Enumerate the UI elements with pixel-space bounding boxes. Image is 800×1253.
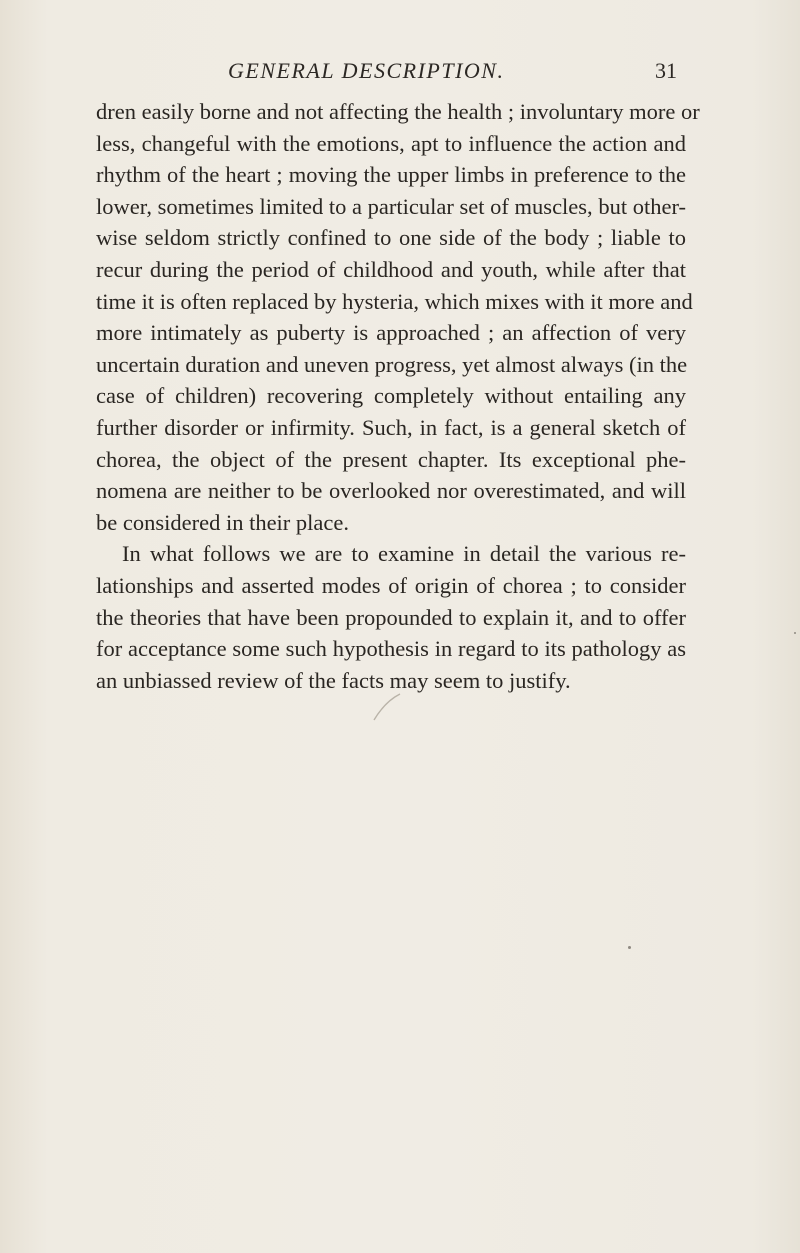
text-line: nomena are neither to be overlooked nor overestimated, and will: [96, 478, 686, 504]
text-line: more intimately as puberty is approached ; an affection of very: [96, 320, 686, 346]
paragraph-2: [96, 538, 686, 696]
text-line: further disorder or infirmity. Such, in fact, is a general sketch of: [96, 414, 686, 440]
text-line: lower, sometimes limited to a particular set of muscles, but other-: [96, 193, 686, 219]
text-line: the theories that have been propounded to explain it, and to offer: [96, 604, 686, 630]
running-title: GENERAL DESCRIPTION.: [228, 58, 505, 83]
text-line: dren easily borne and not affecting the health ; involuntary more or: [96, 99, 700, 124]
text-line: for acceptance some such hypothesis in regard to its pathology as: [96, 636, 686, 662]
text-line: be considered in their place.: [96, 509, 350, 535]
text-line: an unbiassed review of the facts may seem to justify.: [96, 667, 571, 693]
text-line: recur during the period of childhood and youth, while after that: [96, 256, 686, 282]
text-line: wise seldom strictly confined to one side of the body ; liable to: [96, 225, 686, 251]
body-text: [96, 96, 700, 696]
text-line: In what follows we are to examine in detail the various re-: [122, 541, 686, 567]
text-line: chorea, the object of the present chapter. Its exceptional phe-: [96, 446, 686, 472]
paper-speck: [794, 632, 796, 634]
page-number: 31: [655, 58, 677, 83]
pencil-mark: [370, 690, 404, 724]
paragraph-1: [96, 96, 700, 538]
text-line: uncertain duration and uneven progress, yet almost always (in the: [96, 351, 688, 377]
running-head: [0, 58, 800, 88]
text-line: less, changeful with the emotions, apt to influence the action and: [96, 130, 686, 156]
text-line: lationships and asserted modes of origin of chorea ; to consider: [96, 572, 686, 598]
paper-speck: [628, 946, 631, 949]
text-line: time it is often replaced by hysteria, which mixes with it more and: [96, 288, 693, 314]
text-line: case of children) recovering completely without entailing any: [96, 383, 686, 409]
text-line: rhythm of the heart ; moving the upper limbs in preference to the: [96, 162, 686, 188]
